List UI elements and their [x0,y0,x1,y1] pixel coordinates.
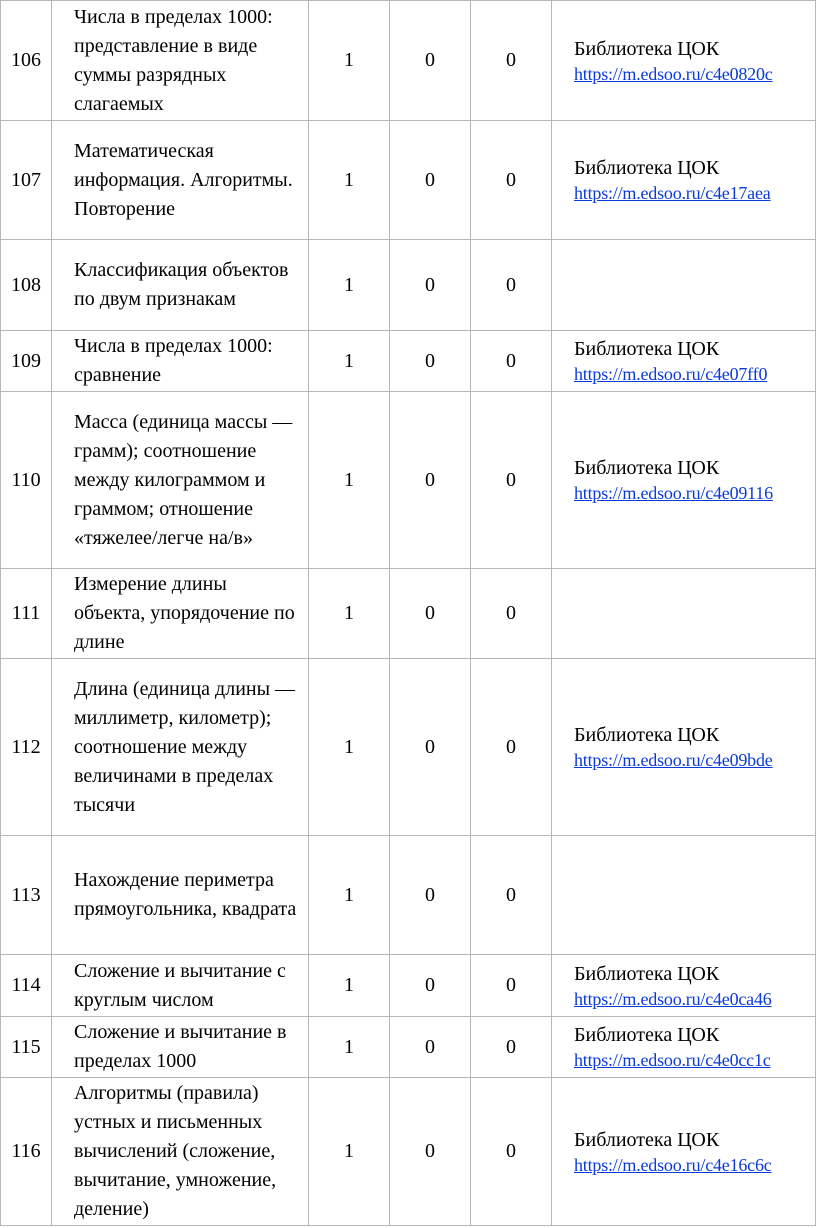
digital-resource [552,392,816,569]
resource-title: Библиотека ЦОК [574,338,720,360]
resource-title: Библиотека ЦОК [574,724,720,746]
control-hours: 0 [390,121,471,240]
resource-link[interactable]: https://m.edsoo.ru/c4e16c6c [574,1154,772,1175]
lesson-topic: Измерение длины объекта, упорядочение по длине [52,569,309,659]
total-hours: 1 [309,569,390,659]
table-row [1,331,816,392]
practical-hours: 0 [471,659,552,836]
table-row [1,955,816,1017]
control-hours: 0 [390,569,471,659]
practical-hours: 0 [471,392,552,569]
lesson-topic: Числа в пределах 1000: сравнение [52,331,309,392]
table-row [1,659,816,836]
lesson-topic: Сложение и вычитание в пределах 1000 [52,1017,309,1078]
total-hours: 1 [309,955,390,1017]
lesson-number: 116 [1,1078,52,1226]
lesson-topic: Математическая информация. Алгоритмы. Повторение [52,121,309,240]
digital-resource [552,240,816,331]
practical-hours: 0 [471,836,552,955]
table-row [1,1,816,121]
resource-link[interactable]: https://m.edsoo.ru/c4e0820c [574,63,773,84]
practical-hours: 0 [471,240,552,331]
resource-link[interactable]: https://m.edsoo.ru/c4e09bde [574,750,773,770]
practical-hours: 0 [471,331,552,392]
table-row [1,836,816,955]
practical-hours: 0 [471,955,552,1017]
resource-title: Библиотека ЦОК [574,37,720,60]
total-hours: 1 [309,392,390,569]
total-hours: 1 [309,240,390,331]
total-hours: 1 [309,1017,390,1078]
practical-hours: 0 [471,1078,552,1226]
lesson-plan-body [1,1,816,1226]
lesson-number: 113 [1,836,52,955]
resource-title: Библиотека ЦОК [574,157,720,179]
lesson-topic: Классификация объектов по двум признакам [52,240,309,331]
lesson-number: 114 [1,955,52,1017]
resource-link[interactable]: https://m.edsoo.ru/c4e09116 [574,483,773,503]
total-hours: 1 [309,121,390,240]
resource-link[interactable]: https://m.edsoo.ru/c4e07ff0 [574,364,768,384]
digital-resource [552,659,816,836]
control-hours: 0 [390,331,471,392]
control-hours: 0 [390,392,471,569]
table-row [1,1078,816,1226]
control-hours: 0 [390,1078,471,1226]
practical-hours: 0 [471,121,552,240]
digital-resource [552,569,816,659]
lesson-topic: Алгоритмы (правила) устных и письменных вычислений (сложение, вычитание, умножение, деление) [52,1078,309,1226]
total-hours: 1 [309,331,390,392]
control-hours: 0 [390,659,471,836]
table-row [1,1017,816,1078]
lesson-number: 110 [1,392,52,569]
table-row [1,121,816,240]
total-hours: 1 [309,1,390,121]
resource-link[interactable]: https://m.edsoo.ru/c4e0cc1c [574,1050,771,1070]
resource-title: Библиотека ЦОК [574,1024,720,1046]
digital-resource [552,1017,816,1078]
lesson-number: 111 [1,569,52,659]
total-hours: 1 [309,836,390,955]
lesson-number: 108 [1,240,52,331]
lesson-topic: Масса (единица массы — грамм); соотношение между килограммом и граммом; отношение «тяжелее/легче на/в» [52,392,309,569]
practical-hours: 0 [471,1,552,121]
table-row [1,240,816,331]
table-row [1,392,816,569]
control-hours: 0 [390,240,471,331]
control-hours: 0 [390,955,471,1017]
practical-hours: 0 [471,1017,552,1078]
resource-title: Библиотека ЦОК [574,962,720,985]
control-hours: 0 [390,1017,471,1078]
lesson-topic: Длина (единица длины — миллиметр, километр); соотношение между величинами в пределах тысячи [52,659,309,836]
digital-resource [552,836,816,955]
resource-link[interactable]: https://m.edsoo.ru/c4e0ca46 [574,988,772,1009]
control-hours: 0 [390,1,471,121]
digital-resource [552,1078,816,1226]
lesson-topic: Сложение и вычитание с круглым числом [52,955,309,1017]
resource-link[interactable]: https://m.edsoo.ru/c4e17aea [574,183,771,203]
lesson-topic: Числа в пределах 1000: представление в виде суммы разрядных слагаемых [52,1,309,121]
lesson-number: 109 [1,331,52,392]
control-hours: 0 [390,836,471,955]
lesson-number: 107 [1,121,52,240]
practical-hours: 0 [471,569,552,659]
table-row [1,569,816,659]
total-hours: 1 [309,1078,390,1226]
digital-resource [552,955,816,1017]
resource-title: Библиотека ЦОК [574,457,720,479]
total-hours: 1 [309,659,390,836]
resource-title: Библиотека ЦОК [574,1128,720,1151]
lesson-number: 106 [1,1,52,121]
digital-resource [552,1,816,121]
lesson-number: 115 [1,1017,52,1078]
lesson-topic: Нахождение периметра прямоугольника, квадрата [52,836,309,955]
digital-resource [552,331,816,392]
lesson-number: 112 [1,659,52,836]
digital-resource [552,121,816,240]
